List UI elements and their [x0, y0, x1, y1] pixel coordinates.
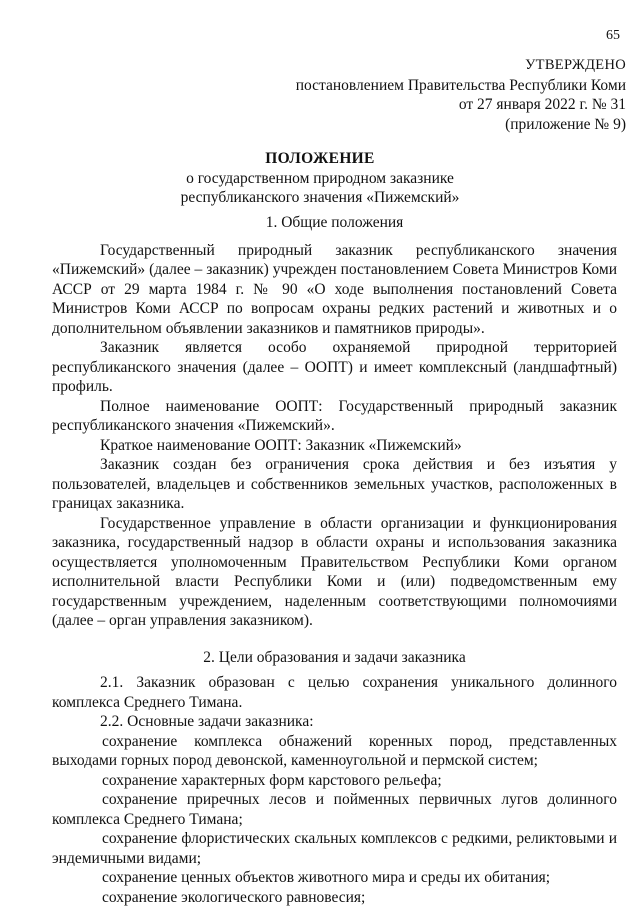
document-subtitle-line-1: о государственном природном заказнике: [0, 169, 640, 189]
section-1-paragraph: Государственный природный заказник республиканского значения «Пижемский» (далее – заказник) учрежден постановлением Совета Министров Коми АССР от 29 марта 1984 г. № 90 «О ходе выполнения постановлений Совета Министров Коми АССР по вопросам охраны редких растений и животных и о дополнительном объявлении заказников и памятников природы».: [52, 241, 617, 339]
approval-stamp: УТВЕРЖДЕНО: [266, 56, 626, 76]
document-title: ПОЛОЖЕНИЕ: [0, 149, 640, 169]
document-title-block: [0, 149, 640, 208]
approval-block: [266, 56, 626, 134]
page-number: 65: [606, 28, 620, 44]
section-1-paragraph: Заказник создан без ограничения срока действия и без изъятия у пользователей, владельцев и собственников земельных участков, расположенных в границах заказника.: [52, 455, 617, 514]
approval-line-3: (приложение № 9): [266, 115, 626, 135]
document-subtitle-line-2: республиканского значения «Пижемский»: [0, 188, 640, 208]
approval-line-1: постановлением Правительства Республики Коми: [266, 76, 626, 96]
document-body: [52, 213, 617, 907]
approval-line-2: от 27 января 2022 г. № 31: [266, 95, 626, 115]
task-item: сохранение ценных объектов животного мира и среды их обитания;: [52, 868, 617, 888]
section-1-heading: 1. Общие положения: [52, 213, 617, 233]
task-item: сохранение комплекса обнажений коренных пород, представленных выходами горных пород девонской, каменноугольной и пермской систем;: [52, 732, 617, 771]
task-item: сохранение флористических скальных комплексов с редкими, реликтовыми и эндемичными видами;: [52, 829, 617, 868]
section-1-paragraph: Государственное управление в области организации и функционирования заказника, государственный надзор в области охраны и использования заказника осуществляется уполномоченным Правительством Республики Коми органом исполнительной власти Республики Коми и (или) подведомственным ему государственным учреждением, наделенным соответствующими полномочиями (далее – орган управления заказником).: [52, 514, 617, 631]
task-item: сохранение приречных лесов и пойменных первичных лугов долинного комплекса Среднего Тимана;: [52, 790, 617, 829]
section-2-heading: 2. Цели образования и задачи заказника: [52, 648, 617, 668]
section-2-paragraph: 2.2. Основные задачи заказника:: [52, 712, 617, 732]
task-item: сохранение характерных форм карстового рельефа;: [52, 771, 617, 791]
task-item: сохранение экологического равновесия;: [52, 888, 617, 907]
section-2-paragraph: 2.1. Заказник образован с целью сохранения уникального долинного комплекса Среднего Тимана.: [52, 673, 617, 712]
section-1-paragraph: Заказник является особо охраняемой природной территорией республиканского значения (далее – ООПТ) и имеет комплексный (ландшафтный) профиль.: [52, 338, 617, 397]
section-1-paragraph: Полное наименование ООПТ: Государственный природный заказник республиканского значения «Пижемский».: [52, 397, 617, 436]
section-1-paragraph: Краткое наименование ООПТ: Заказник «Пижемский»: [52, 436, 617, 456]
